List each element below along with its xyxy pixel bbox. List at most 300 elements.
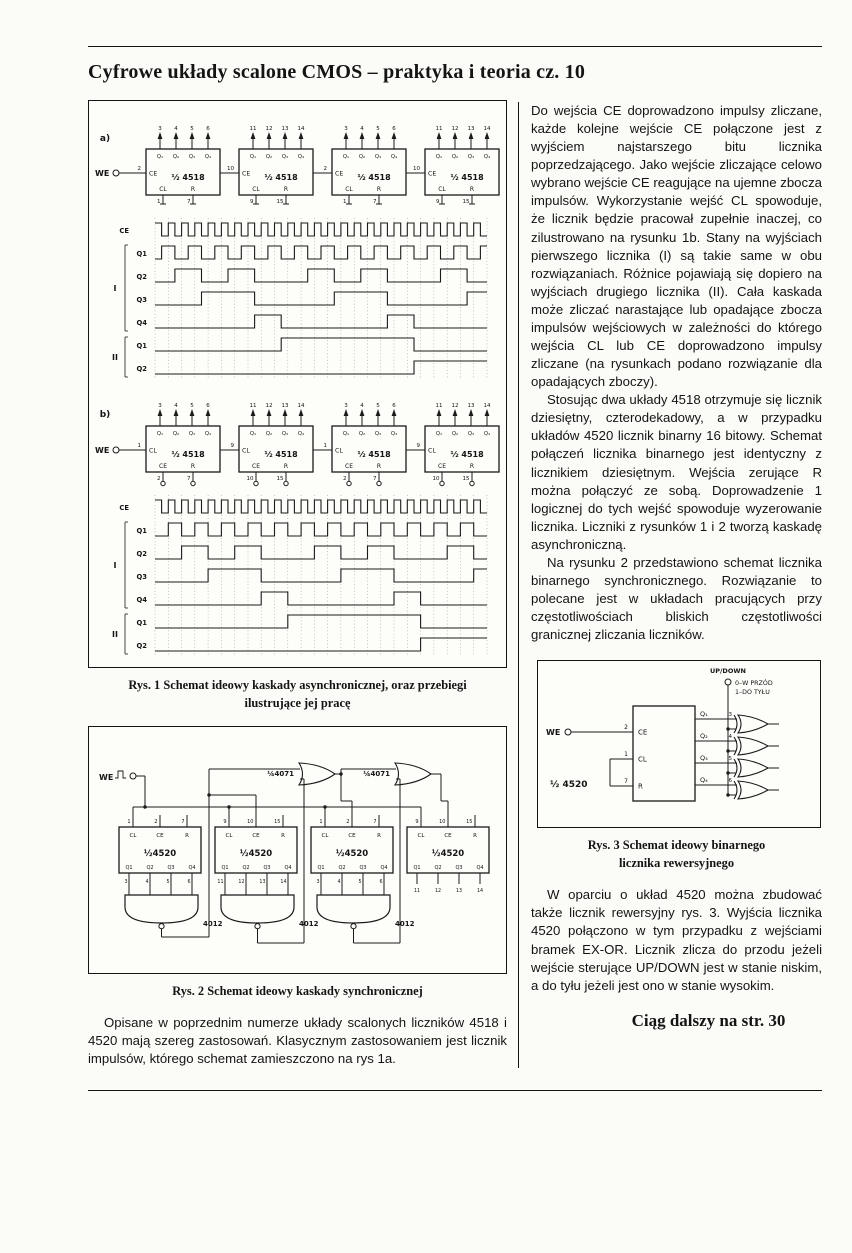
open-terminal bbox=[254, 481, 258, 485]
pin-name-label: R bbox=[638, 782, 643, 791]
q-output-label: Q4 bbox=[380, 864, 388, 871]
q-output-label: Q₃ bbox=[188, 431, 196, 437]
clock-input-label: CE bbox=[242, 170, 251, 178]
pin-number: 9 bbox=[223, 818, 227, 825]
pin-name-label: R bbox=[185, 832, 189, 839]
q-output-label: Q₃ bbox=[374, 154, 382, 160]
column-divider bbox=[518, 102, 519, 1068]
waveform-label: Q4 bbox=[136, 319, 147, 327]
waveform-label: Q1 bbox=[136, 527, 147, 535]
q-output-label: Q₄ bbox=[390, 431, 398, 437]
q-output-label: Q₁ bbox=[156, 154, 164, 160]
waveform-label: Q2 bbox=[136, 642, 147, 650]
arrow-up-icon bbox=[267, 409, 272, 416]
pin-number: 12 bbox=[451, 403, 459, 409]
figure-2 bbox=[88, 726, 507, 974]
pin-number: 10 bbox=[247, 818, 254, 825]
clock-input-label: CL bbox=[335, 447, 343, 455]
q-output-label: Q3 bbox=[167, 864, 175, 871]
chip-label: ½ 4518 bbox=[357, 173, 391, 182]
q-output-label: Q₂ bbox=[172, 154, 180, 160]
arrow-up-icon bbox=[392, 409, 397, 416]
updown-label: UP/DOWN bbox=[710, 667, 746, 676]
intro-paragraph: Opisane w poprzednim numerze układy scalonych liczników 4518 i 4520 mają szereg zastosowań. Klasycznym zastosowaniem jest licznik impulsów, którego schemat zamieszczono na rys 1a. bbox=[88, 1014, 507, 1067]
q-output-label: Q₂ bbox=[451, 431, 459, 437]
arrow-up-icon bbox=[453, 132, 458, 139]
pin-number: 4 bbox=[360, 403, 364, 409]
pin-number: 10 bbox=[227, 166, 234, 172]
pin-number: 14 bbox=[297, 403, 305, 409]
q-output-label: Q₁ bbox=[342, 431, 350, 437]
pin-number: 13 bbox=[467, 126, 475, 132]
xor-gate-arc bbox=[734, 715, 737, 733]
xor-gate-arc bbox=[734, 737, 737, 755]
open-terminal bbox=[284, 481, 288, 485]
pulse-icon bbox=[115, 771, 126, 778]
pin-number: 11 bbox=[413, 888, 421, 894]
clock-input-label: CE bbox=[428, 170, 437, 178]
arrow-up-icon bbox=[174, 409, 179, 416]
pin-name-label: R bbox=[473, 832, 477, 839]
bottom-rule bbox=[88, 1090, 822, 1091]
arrow-up-icon bbox=[437, 409, 442, 416]
q-output-label: Q2 bbox=[242, 864, 250, 871]
pin-number: 10 bbox=[439, 818, 446, 825]
pin-number: 6 bbox=[392, 403, 396, 409]
arrow-up-icon bbox=[299, 132, 304, 139]
pin-number: 11 bbox=[217, 879, 224, 885]
section-a-label: a) bbox=[99, 134, 111, 144]
paragraph-4: W oparciu o układ 4520 można zbudować także licznik rewersyjny rys. 3. Wyjścia licznika 4520 połączono w tym przypadku z wejściami bramek EX-OR. Licznik zlicza do przodu jeżeli wejście sterujące UP/DOWN jest w stanie niskim, a do tyłu jeżeli jest ono w stanie wysokim. bbox=[531, 887, 822, 993]
arrow-up-icon bbox=[437, 132, 442, 139]
bottom-pin-label: R bbox=[376, 463, 382, 470]
pin-number: 12 bbox=[451, 126, 459, 132]
pin-number: 5 bbox=[190, 126, 194, 132]
q-output-label: Q₁ bbox=[700, 710, 708, 719]
pin-number: 13 bbox=[455, 888, 463, 894]
figure-1-schematic bbox=[89, 101, 504, 667]
pin-number: 14 bbox=[280, 879, 287, 885]
pin-number: 11 bbox=[249, 126, 257, 132]
pin-number: 15 bbox=[276, 199, 284, 205]
pin-number: 12 bbox=[265, 403, 273, 409]
pin-number: 4 bbox=[145, 879, 149, 885]
arrow-up-icon bbox=[360, 409, 365, 416]
pin-number: 14 bbox=[297, 126, 305, 132]
pin-name-label: R bbox=[281, 832, 285, 839]
pin-number: 4 bbox=[360, 126, 364, 132]
xor-gate bbox=[738, 715, 768, 733]
figure-1 bbox=[88, 100, 507, 668]
q-output-label: Q4 bbox=[188, 864, 196, 871]
q-output-label: Q₄ bbox=[297, 154, 305, 160]
pin-number: 2 bbox=[154, 818, 158, 825]
figure-3-caption-line1: Rys. 3 Schemat ideowy binarnego bbox=[587, 838, 766, 853]
pin-number: 4 bbox=[174, 403, 178, 409]
bottom-pin-label: CL bbox=[159, 186, 167, 193]
arrow-up-icon bbox=[251, 409, 256, 416]
clock-input-label: CL bbox=[149, 447, 157, 455]
pin-name-label: CE bbox=[252, 832, 260, 839]
pin-number: 15 bbox=[462, 476, 470, 482]
clock-input-label: CE bbox=[149, 170, 158, 178]
bottom-pin-label: CL bbox=[345, 186, 353, 193]
bottom-pin-label: CE bbox=[438, 463, 446, 470]
figure-2-schematic bbox=[89, 727, 504, 973]
q-output-label: Q1 bbox=[221, 864, 229, 871]
arrow-up-icon bbox=[206, 132, 211, 139]
waveform-q bbox=[155, 615, 487, 628]
arrow-up-icon bbox=[485, 409, 490, 416]
pin-number: 12 bbox=[434, 888, 442, 894]
pin-number: 1 bbox=[343, 199, 347, 205]
waveform-label: Q4 bbox=[136, 596, 147, 604]
q-output-label: Q₄ bbox=[483, 154, 491, 160]
q-output-label: Q₃ bbox=[374, 431, 382, 437]
pin-number: 3 bbox=[728, 712, 732, 719]
pin-number: 6 bbox=[728, 778, 732, 785]
pin-number: 6 bbox=[206, 403, 210, 409]
waveform-q bbox=[155, 546, 487, 559]
clock-input-label: CE bbox=[335, 170, 344, 178]
waveform-label: Q3 bbox=[136, 296, 147, 304]
xor-gate-arc bbox=[734, 781, 737, 799]
q-output-label: Q₄ bbox=[204, 154, 212, 160]
bottom-pin-label: R bbox=[469, 463, 475, 470]
bottom-pin-label: R bbox=[283, 463, 289, 470]
or-gate-label: ¼4071 bbox=[363, 769, 390, 778]
waveform-label: Q1 bbox=[136, 619, 147, 627]
paragraph-3: Na rysunku 2 przedstawiono schemat licznika binarnego synchronicznego. Rozwiązanie to polecane jest w układach pracujących przy częstotliwościach bliskich częstotliwości granicznej zliczania liczników. bbox=[531, 554, 822, 643]
nand-gate-label: 4012 bbox=[299, 919, 319, 928]
pin-number: 7 bbox=[181, 818, 185, 825]
pin-number: 15 bbox=[466, 818, 473, 825]
pin-number: 4 bbox=[174, 126, 178, 132]
pin-number: 7 bbox=[373, 199, 377, 205]
pin-number: 3 bbox=[124, 879, 128, 885]
inverter-bubble bbox=[351, 924, 356, 929]
pin-name-label: CE bbox=[638, 728, 648, 737]
mode0-label: 0–W PRZÓD bbox=[735, 680, 773, 688]
group-label: II bbox=[112, 630, 118, 639]
q-output-label: Q₁ bbox=[435, 154, 443, 160]
waveform-q bbox=[155, 338, 487, 351]
pin-number: 6 bbox=[379, 879, 383, 885]
group-label: I bbox=[113, 284, 117, 293]
chip-label: ½ 4518 bbox=[450, 450, 484, 459]
bottom-pin-label: CL bbox=[252, 186, 260, 193]
q-output-label: Q2 bbox=[434, 864, 442, 871]
pin-number: 5 bbox=[728, 756, 732, 763]
pin-number: 6 bbox=[206, 126, 210, 132]
arrow-up-icon bbox=[344, 409, 349, 416]
pin-name-label: R bbox=[377, 832, 381, 839]
chip-label: ½4520 bbox=[239, 848, 273, 859]
q-output-label: Q₂ bbox=[172, 431, 180, 437]
open-terminal bbox=[161, 481, 165, 485]
arrow-up-icon bbox=[299, 409, 304, 416]
pin-number: 2 bbox=[346, 818, 350, 825]
arrow-up-icon bbox=[267, 132, 272, 139]
pin-number: 3 bbox=[344, 126, 348, 132]
pin-number: 7 bbox=[187, 199, 191, 205]
arrow-up-icon bbox=[190, 409, 195, 416]
q-output-label: Q₄ bbox=[390, 154, 398, 160]
figure-1-caption-line1: Rys. 1 Schemat ideowy kaskady asynchronicznej, oraz przebiegi bbox=[128, 678, 467, 692]
figure-1-caption bbox=[88, 677, 507, 713]
waveform-q bbox=[155, 638, 487, 651]
pin-number: 2 bbox=[323, 166, 327, 172]
group-label: II bbox=[112, 353, 118, 362]
paragraph-2: Stosując dwa układy 4518 otrzymuje się licznik dziesiętny, czterodekadowy, a w przypadku układów 4520 licznik binarny 16 bitowy. Schemat połączeń licznika binarnego jest identyczny z licznikiem dziesiętnym. Wejścia zerujące R można połączyć ze sobą. Doprowadzenie 1 logicznej do tych wejść spowoduje wyzerowanie licznika. Liczniki z rysunków 1 i 2 tworzą kaskadę asynchroniczną. bbox=[531, 392, 822, 552]
arrow-up-icon bbox=[251, 132, 256, 139]
continued-notice: Ciąg dalszy na str. 30 bbox=[631, 1010, 786, 1030]
we-input-label: WE bbox=[99, 772, 114, 782]
q-output-label: Q₁ bbox=[249, 431, 257, 437]
pin-number: 9 bbox=[436, 199, 440, 205]
pin-number: 12 bbox=[265, 126, 273, 132]
q-output-label: Q₂ bbox=[265, 431, 273, 437]
waveform-label: Q3 bbox=[136, 573, 147, 581]
pin-number: 3 bbox=[158, 126, 162, 132]
q-output-label: Q₂ bbox=[700, 732, 708, 741]
paragraph-1: Do wejścia CE doprowadzono impulsy zliczane, każde kolejne wejście CE połączone jest z wyjściem najstarszego bitu licznika poprzedzającego. Jako wejście zliczające celowo wybrano wejście CE reagujące na ujemne zbocza impulsów. Wykorzystanie wejść CL spowoduje, że licznik będzie pracował zupełnie inaczej, co zilustrowano na rysunku 1b. Stany na wyjściach pierwszego licznika (I) są takie same w obu rozwiązaniach. Różnice pojawiają się dopiero na wyjściach drugiego licznika (II). Cała kaskada może zliczać narastające lub opadające zbocza impulsów wejściowych w zależności do którego wejścia CL lub CE doprowadzono impulsy zliczane (na rysunkach podano rozwiązanie dla opadających zboczy). bbox=[531, 103, 823, 390]
input-terminal bbox=[130, 773, 136, 779]
pin-name-label: CL bbox=[321, 832, 329, 839]
q-output-label: Q₁ bbox=[249, 154, 257, 160]
figure-3-caption-line2: licznika rewersyjnego bbox=[618, 856, 735, 871]
waveform-q bbox=[155, 246, 487, 259]
q-output-label: Q2 bbox=[338, 864, 346, 871]
chip-label: ½4520 bbox=[335, 848, 369, 859]
arrow-up-icon bbox=[376, 409, 381, 416]
pin-number: 15 bbox=[274, 818, 281, 825]
inverter-bubble bbox=[255, 924, 260, 929]
q-output-label: Q4 bbox=[284, 864, 292, 871]
pin-number: 10 bbox=[413, 166, 420, 172]
bottom-pin-label: R bbox=[469, 186, 475, 193]
pin-number: 7 bbox=[624, 778, 628, 786]
pin-number: 1 bbox=[323, 443, 327, 449]
pin-number: 10 bbox=[432, 476, 440, 482]
pin-number: 11 bbox=[249, 403, 257, 409]
pin-number: 3 bbox=[158, 403, 162, 409]
mode1-label: 1–DO TYŁU bbox=[735, 689, 770, 697]
pin-number: 4 bbox=[337, 879, 341, 885]
figure-2-caption: Rys. 2 Schemat ideowy kaskady synchronicznej bbox=[172, 983, 423, 998]
pin-number: 5 bbox=[190, 403, 194, 409]
pin-number: 5 bbox=[376, 403, 380, 409]
we-input-label: WE bbox=[95, 446, 110, 455]
q-output-label: Q₃ bbox=[467, 431, 475, 437]
pin-number: 2 bbox=[157, 476, 161, 482]
chip-label: ½ 4518 bbox=[171, 173, 205, 182]
arrow-up-icon bbox=[206, 409, 211, 416]
waveform-q bbox=[155, 592, 487, 605]
bottom-pin-label: CE bbox=[345, 463, 353, 470]
xor-gate bbox=[738, 737, 768, 755]
inverter-bubble bbox=[159, 924, 164, 929]
pin-number: 12 bbox=[238, 879, 245, 885]
open-terminal bbox=[377, 481, 381, 485]
waveform-ce bbox=[155, 500, 487, 513]
nand-gate-4012 bbox=[125, 895, 198, 923]
q-output-label: Q₄ bbox=[483, 431, 491, 437]
arrow-up-icon bbox=[190, 132, 195, 139]
waveform-q bbox=[155, 292, 487, 305]
q-output-label: Q1 bbox=[317, 864, 325, 871]
nand-gate-4012 bbox=[317, 895, 390, 923]
q-output-label: Q₁ bbox=[435, 431, 443, 437]
q-output-label: Q₃ bbox=[700, 754, 708, 763]
pin-number: 11 bbox=[435, 126, 443, 132]
arrow-up-icon bbox=[469, 132, 474, 139]
pin-number: 1 bbox=[624, 751, 628, 759]
pin-number: 6 bbox=[392, 126, 396, 132]
chip-label: ½ 4518 bbox=[357, 450, 391, 459]
pin-name-label: CE bbox=[444, 832, 452, 839]
q-output-label: Q2 bbox=[146, 864, 154, 871]
pin-number: 1 bbox=[127, 818, 131, 825]
xor-gate bbox=[738, 759, 768, 777]
arrow-up-icon bbox=[453, 409, 458, 416]
q-output-label: Q₃ bbox=[281, 154, 289, 160]
open-terminal bbox=[347, 481, 351, 485]
arrow-up-icon bbox=[344, 132, 349, 139]
chip-label: ½ 4518 bbox=[264, 173, 298, 182]
waveform-label: Q2 bbox=[136, 550, 147, 558]
pin-name-label: CE bbox=[348, 832, 356, 839]
q-output-label: Q₂ bbox=[265, 154, 273, 160]
pin-number: 4 bbox=[728, 734, 732, 741]
q-output-label: Q₁ bbox=[342, 154, 350, 160]
pin-number: 7 bbox=[187, 476, 191, 482]
nand-gate-label: 4012 bbox=[203, 919, 223, 928]
bottom-pin-label: CE bbox=[252, 463, 260, 470]
top-rule bbox=[88, 46, 822, 47]
pin-number: 2 bbox=[343, 476, 347, 482]
pin-number: 11 bbox=[435, 403, 443, 409]
waveform-q bbox=[155, 315, 487, 328]
clock-input-label: CL bbox=[428, 447, 436, 455]
input-terminal bbox=[113, 447, 119, 453]
arrow-up-icon bbox=[376, 132, 381, 139]
chip-label: ½ 4518 bbox=[171, 450, 205, 459]
xor-gate bbox=[738, 781, 768, 799]
figure-3 bbox=[537, 660, 821, 828]
pin-number: 3 bbox=[344, 403, 348, 409]
we-input-label: WE bbox=[95, 169, 110, 178]
bottom-pin-label: CL bbox=[438, 186, 446, 193]
arrow-up-icon bbox=[174, 132, 179, 139]
open-terminal bbox=[440, 481, 444, 485]
q-output-label: Q₃ bbox=[188, 154, 196, 160]
q-output-label: Q₂ bbox=[451, 154, 459, 160]
waveform-label: Q2 bbox=[136, 365, 147, 373]
xor-gate-arc bbox=[734, 759, 737, 777]
pin-number: 5 bbox=[166, 879, 170, 885]
arrow-up-icon bbox=[283, 132, 288, 139]
pin-number: 15 bbox=[276, 476, 284, 482]
pin-number: 14 bbox=[483, 403, 491, 409]
pin-number: 7 bbox=[373, 818, 377, 825]
pin-number: 5 bbox=[358, 879, 362, 885]
figure-3-schematic bbox=[538, 661, 819, 827]
arrow-up-icon bbox=[283, 409, 288, 416]
bottom-pin-label: R bbox=[376, 186, 382, 193]
arrow-up-icon bbox=[392, 132, 397, 139]
chip-label: ½ 4518 bbox=[264, 450, 298, 459]
chip-label: ½ 4518 bbox=[450, 173, 484, 182]
we-input-label: WE bbox=[546, 728, 561, 738]
arrow-up-icon bbox=[158, 409, 163, 416]
updown-terminal bbox=[725, 679, 731, 685]
pin-number: 14 bbox=[476, 888, 484, 894]
pin-number: 14 bbox=[483, 126, 491, 132]
waveform-label: CE bbox=[119, 504, 129, 512]
q-output-label: Q₃ bbox=[281, 431, 289, 437]
pin-number: 13 bbox=[259, 879, 266, 885]
q-output-label: Q3 bbox=[359, 864, 367, 871]
chip-label: ½ 4520 bbox=[550, 780, 588, 791]
right-column bbox=[531, 100, 822, 1068]
waveform-label: Q2 bbox=[136, 273, 147, 281]
q-output-label: Q₄ bbox=[297, 431, 305, 437]
pin-name-label: CL bbox=[225, 832, 233, 839]
pin-number: 2 bbox=[624, 724, 628, 732]
pin-number: 1 bbox=[319, 818, 323, 825]
pin-number: 5 bbox=[376, 126, 380, 132]
pin-number: 13 bbox=[281, 126, 289, 132]
bottom-pin-label: R bbox=[190, 186, 196, 193]
arrow-up-icon bbox=[469, 409, 474, 416]
q-output-label: Q4 bbox=[476, 864, 484, 871]
q-output-label: Q₄ bbox=[204, 431, 212, 437]
bottom-pin-label: CE bbox=[159, 463, 167, 470]
pin-number: 1 bbox=[137, 443, 141, 449]
q-output-label: Q₂ bbox=[358, 154, 366, 160]
waveform-q bbox=[155, 361, 487, 374]
figure-1-caption-line2: ilustrujące jej pracę bbox=[244, 695, 351, 710]
pin-number: 9 bbox=[415, 818, 419, 825]
nand-gate-label: 4012 bbox=[395, 919, 415, 928]
pin-number: 9 bbox=[416, 443, 420, 449]
pin-number: 9 bbox=[250, 199, 254, 205]
waveform-label: Q1 bbox=[136, 342, 147, 350]
waveform-q bbox=[155, 569, 487, 582]
bottom-pin-label: R bbox=[283, 186, 289, 193]
pin-number: 15 bbox=[462, 199, 470, 205]
two-column-layout bbox=[88, 100, 822, 1068]
q-output-label: Q₁ bbox=[156, 431, 164, 437]
pin-number: 3 bbox=[316, 879, 320, 885]
article-title: Cyfrowe układy scalone CMOS – praktyka i teoria cz. 10 bbox=[88, 61, 586, 83]
pin-name-label: CL bbox=[417, 832, 425, 839]
q-output-label: Q₃ bbox=[467, 154, 475, 160]
pin-number: 2 bbox=[137, 166, 141, 172]
pin-number: 7 bbox=[373, 476, 377, 482]
section-b-label: b) bbox=[99, 410, 111, 420]
figure-3-caption bbox=[531, 837, 822, 873]
pin-number: 13 bbox=[281, 403, 289, 409]
input-terminal bbox=[113, 170, 119, 176]
q-output-label: Q3 bbox=[263, 864, 271, 871]
q-output-label: Q₄ bbox=[700, 776, 708, 785]
arrow-up-icon bbox=[158, 132, 163, 139]
arrow-up-icon bbox=[485, 132, 490, 139]
chip-label: ½4520 bbox=[143, 848, 177, 859]
pin-number: 1 bbox=[157, 199, 161, 205]
